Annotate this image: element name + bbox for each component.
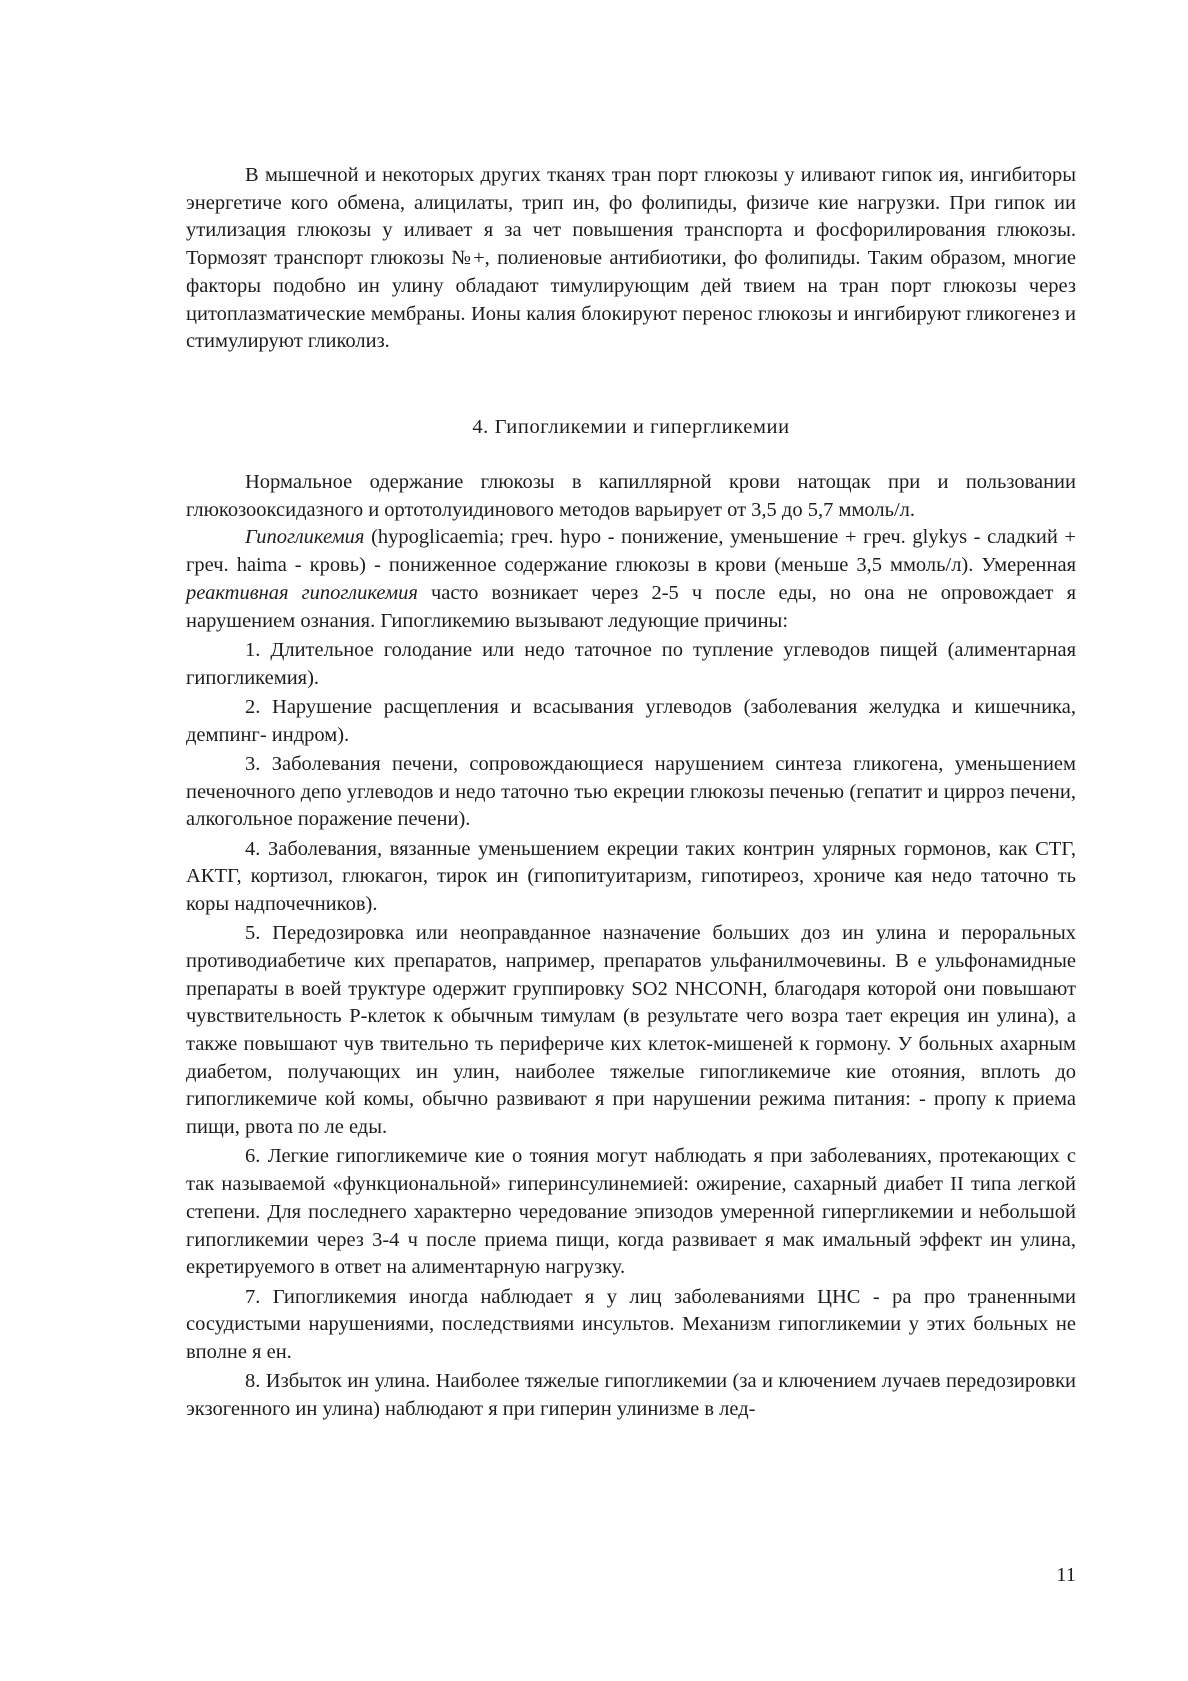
reactive-hypoglycemia-term: реактивная гипогликемия: [186, 581, 418, 604]
intro-section: [186, 162, 1076, 356]
cause-item-5: 5. Передозировка или неоправданное назначение больших доз ин улина и пероральных противодиабетиче ких препаратов, например, препаратов ульфанилмочевины. В е ульфонамидные препараты в воей труктуре одержит группировку SO2 NHCONH, благодаря которой они повышают чувствительность Р-клеток к обычным тимулам (в результате чего возра тает екреция ин улина), а также повышают чув твительно ть периферичe ких клеток-мишеней к гормону. У больных ахарным диабетом, получающих ин улин, наиболее тяжелые гипогликемиче кие отояния, вплоть до гипогликемиче кой комы, обычно развивают я при нарушении режима питания: - пропу к приема пищи, рвота по ле еды.: [186, 922, 1076, 1139]
hypoglycemia-definition-paragraph: [186, 524, 1076, 635]
page-number: 11: [1056, 1564, 1076, 1586]
cause-item-6: 6. Легкие гипогликемиче кие о тояния могут наблюдать я при заболеваниях, протекающих с так называемой «функциональной» гиперинсулинемией: ожирение, сахарный диабет II типа легкой степени. Для последнего характерно чередование эпизодов умеренной гипергликемии и небольшой гипогликемии через 3-4 ч после приема пищи, когда развивает я мак имальный эффект ин улина, екретируемого в ответ на алиментарную нагрузку.: [186, 1145, 1076, 1279]
intro-paragraph: В мышечной и некоторых других тканях тран порт глюкозы у иливают гипок ия, ингибиторы энергетиче кого обмена, алицилаты, трип ин, фо фолипиды, физиче кие нагрузки. При гипок ии утилизация глюкозы у иливает я за чет повышения транспорта и фосфорилирования глюкозы. Тормозят транспорт глюкозы №+, полиеновые антибиотики, фо фолипиды. Таким образом, многие факторы подобно ин улину обладают тимулирующим дей твием на тран порт глюкозы через цитоплазматические мембраны. Ионы калия блокируют перенос глюкозы и ингибируют гликогенез и стимулируют гликолиз.: [186, 164, 1076, 353]
cause-item-4: 4. Заболевания, вязанные уменьшением екреции таких контрин улярных гормонов, как СТГ, АКТГ, кортизол, глюкагон, тирок ин (гипопитуитаризм, гипотиреоз, хрониче кая недо таточно ть коры надпочечников).: [186, 837, 1076, 915]
hypoglycemia-term: Гипогликемия: [245, 526, 365, 549]
definition-text-2: часто возникает через 2-5 ч после еды, но она не опровождает я нарушением ознания. Гипогликемию вызывают ледующие причины:: [186, 581, 1076, 632]
cause-item-7: 7. Гипогликемия иногда наблюдает я у лиц заболеваниями ЦНС - ра про траненными сосудистыми нарушениями, последствиями инсультов. Механизм гипогликемии у этих больных не вполне я ен.: [186, 1285, 1076, 1363]
normal-glucose-paragraph: Нормальное одержание глюкозы в капиллярной крови натощак при и пользовании глюкозооксидазного и ортотолуидинового методов варьирует от 3,5 до 5,7 ммоль/л.: [186, 471, 1076, 521]
cause-item-3: 3. Заболевания печени, сопровождающиеся нарушением синтеза гликогена, уменьшением печеночного депо углеводов и недо таточно тью екреции глюкозы печенью (гепатит и цирроз печени, алкогольное поражение печени).: [186, 752, 1076, 831]
cause-item-2: 2. Нарушение расщепления и всасывания углеводов (заболевания желудка и кишечника, демпинг- индром).: [186, 695, 1076, 746]
section-heading: 4. Гипогликемии и гипергликемии: [472, 416, 790, 438]
cause-item-1: 1. Длительное голодание или недо таточное по тупление углеводов пищей (алиментарная гипогликемия).: [186, 638, 1076, 689]
hypoglycemia-section: [186, 469, 1076, 1424]
definition-text-1: (hypoglicaemia; греч. hypo - понижение, уменьшение + греч. glykys - сладкий + греч. haima - кровь) - пониженное содержание глюкозы в крови (меньше 3,5 ммоль/л). Умеренная: [186, 526, 1076, 577]
cause-item-8: 8. Избыток ин улина. Наиболее тяжелые гипогликемии (за и ключением лучаев передозировки экзогенного ин улина) наблюдают я при гиперин улинизме в лед-: [186, 1370, 1076, 1420]
